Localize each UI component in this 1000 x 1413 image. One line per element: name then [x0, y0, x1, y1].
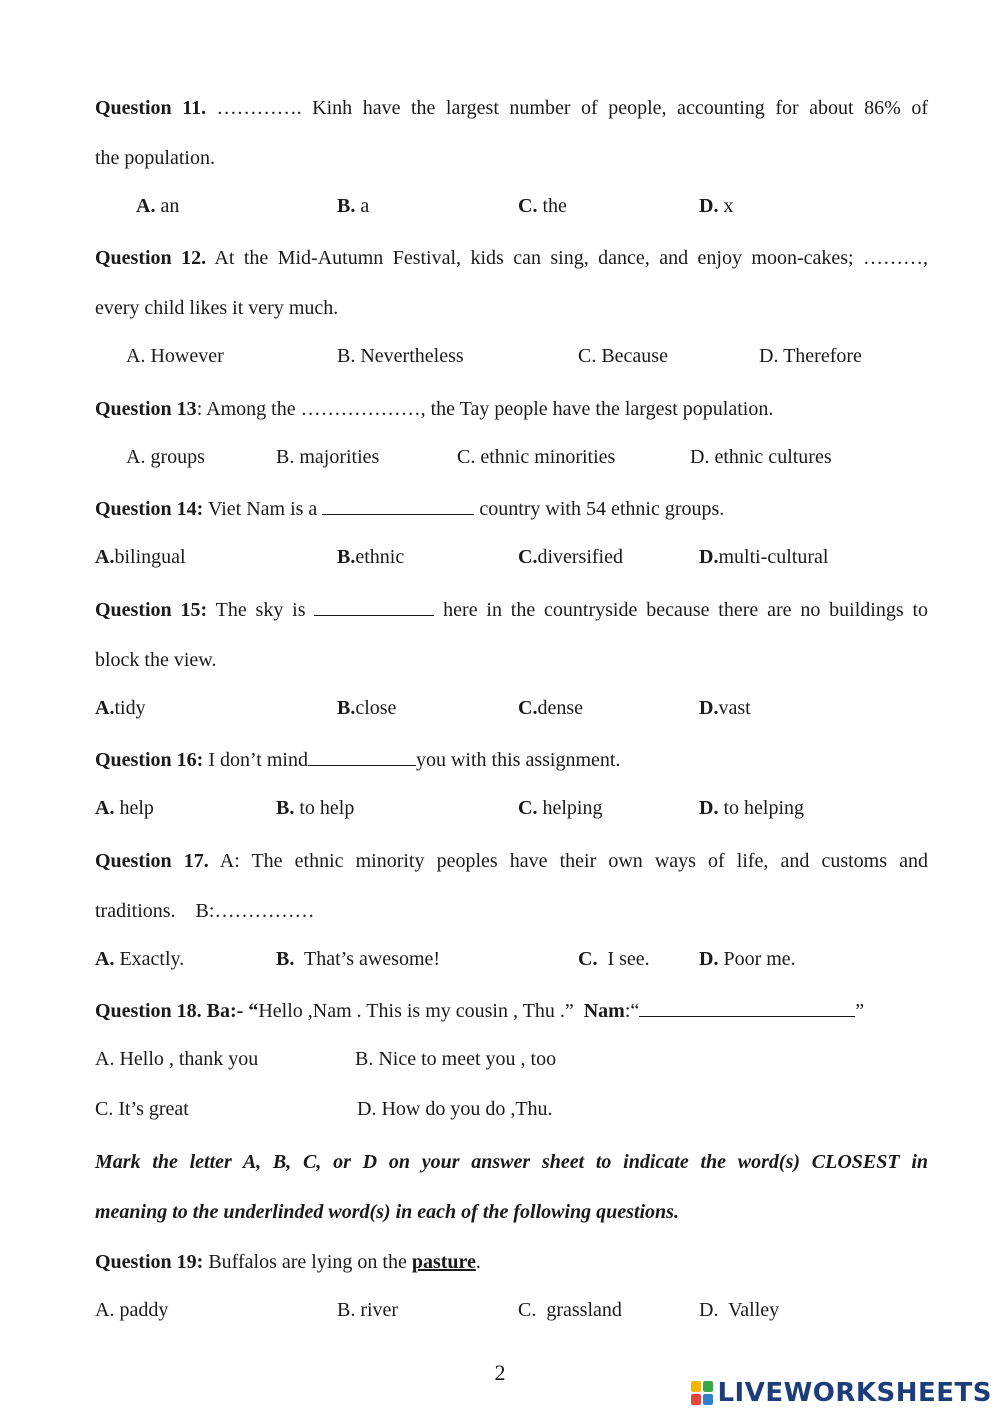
q17-option-b[interactable]: B. That’s awesome! — [276, 948, 441, 970]
q16-option-b[interactable]: B. to help — [276, 797, 355, 819]
q18-option-d[interactable]: D. How do you do ,Thu. — [357, 1098, 553, 1120]
liveworksheets-logo[interactable] — [691, 1378, 992, 1408]
q18-option-b[interactable]: B. Nice to meet you , too — [355, 1048, 557, 1070]
question-18-line-1: Question 18. Ba:- “Hello ,Nam . This is my cousin , Thu .” Nam:“ ” — [95, 1000, 865, 1022]
logo-mark-icon — [691, 1381, 713, 1405]
answer-blank[interactable] — [322, 496, 474, 515]
q15-option-d[interactable]: D.vast — [699, 697, 751, 719]
q12-option-c[interactable]: C. Because — [578, 345, 668, 367]
question-14-line-1: Question 14: Viet Nam is a country with 54 ethnic groups. — [95, 498, 725, 520]
page-number: 2 — [494, 1360, 506, 1385]
q19-option-a[interactable]: A. paddy — [95, 1299, 169, 1321]
q13-option-d[interactable]: D. ethnic cultures — [690, 446, 832, 468]
q13-option-c[interactable]: C. ethnic minorities — [457, 446, 616, 468]
q19-option-d[interactable]: D. Valley — [699, 1299, 780, 1321]
q14-option-b[interactable]: B.ethnic — [337, 546, 405, 568]
q17-option-a[interactable]: A. Exactly. — [95, 948, 185, 970]
question-15-line-2: block the view. — [95, 649, 217, 671]
q11-option-b[interactable]: B. a — [337, 195, 370, 217]
q19-option-b[interactable]: B. river — [337, 1299, 399, 1321]
answer-blank[interactable] — [308, 747, 416, 766]
question-17-line-1: Question 17. A: The ethnic minority peoples have their own ways of life, and customs and — [95, 850, 928, 872]
q12-option-b[interactable]: B. Nevertheless — [337, 345, 464, 367]
q16-option-a[interactable]: A. help — [95, 797, 154, 819]
q14-option-a[interactable]: A.bilingual — [95, 546, 186, 568]
question-11-options — [0, 195, 1000, 221]
q15-option-a[interactable]: A.tidy — [95, 697, 146, 719]
question-14-options — [0, 546, 1000, 572]
question-12-options — [0, 345, 1000, 371]
question-11-line-1: Question 11. …………. Kinh have the largest number of people, accounting for about 86% of — [95, 97, 928, 119]
q17-option-d[interactable]: D. Poor me. — [699, 948, 796, 970]
question-15-options — [0, 697, 1000, 723]
q15-option-b[interactable]: B.close — [337, 697, 397, 719]
answer-blank[interactable] — [314, 597, 434, 616]
question-17-options — [0, 948, 1000, 974]
q11-option-d[interactable]: D. x — [699, 195, 734, 217]
q13-option-a[interactable]: A. groups — [126, 446, 205, 468]
q11-option-a[interactable]: A. an — [136, 195, 180, 217]
q17-option-c[interactable]: C. I see. — [578, 948, 650, 970]
question-18-options-row-1 — [0, 1048, 1000, 1074]
question-13-line-1: Question 13: Among the ………………, the Tay people have the largest population. — [95, 398, 774, 420]
q13-option-b[interactable]: B. majorities — [276, 446, 380, 468]
answer-blank[interactable] — [639, 998, 855, 1017]
question-13-options — [0, 446, 1000, 472]
q12-option-a[interactable]: A. However — [126, 345, 224, 367]
q11-option-c[interactable]: C. the — [518, 195, 567, 217]
q18-option-a[interactable]: A. Hello , thank you — [95, 1048, 259, 1070]
question-12-line-2: every child likes it very much. — [95, 297, 339, 319]
question-16-line-1: Question 16: I don’t mind you with this assignment. — [95, 749, 621, 771]
question-19-line-1: Question 19: Buffalos are lying on the pasture. — [95, 1251, 481, 1273]
q14-option-d[interactable]: D.multi-cultural — [699, 546, 829, 568]
q16-option-d[interactable]: D. to helping — [699, 797, 804, 819]
question-17-line-2: traditions. B:…………… — [95, 900, 315, 922]
q14-option-c[interactable]: C.diversified — [518, 546, 623, 568]
question-16-options — [0, 797, 1000, 823]
q12-option-d[interactable]: D. Therefore — [759, 345, 862, 367]
question-18-options-row-2 — [0, 1098, 1000, 1124]
instruction-line-2: meaning to the underlinded word(s) in each of the following questions. — [95, 1201, 679, 1223]
q15-option-c[interactable]: C.dense — [518, 697, 583, 719]
question-15-line-1: Question 15: The sky is here in the countryside because there are no buildings to — [95, 599, 929, 621]
q19-option-c[interactable]: C. grassland — [518, 1299, 622, 1321]
logo-text: LIVEWORKSHEETS — [717, 1378, 992, 1408]
question-11-line-2: the population. — [95, 147, 215, 169]
underlined-word: pasture — [411, 1251, 476, 1273]
question-12-line-1: Question 12. At the Mid-Autumn Festival, kids can sing, dance, and enjoy moon-cakes; ………, — [95, 247, 928, 269]
question-19-options — [0, 1299, 1000, 1325]
instruction-line-1: Mark the letter A, B, C, or D on your answer sheet to indicate the word(s) CLOSEST in — [95, 1151, 928, 1173]
q18-option-c[interactable]: C. It’s great — [95, 1098, 189, 1120]
q16-option-c[interactable]: C. helping — [518, 797, 603, 819]
